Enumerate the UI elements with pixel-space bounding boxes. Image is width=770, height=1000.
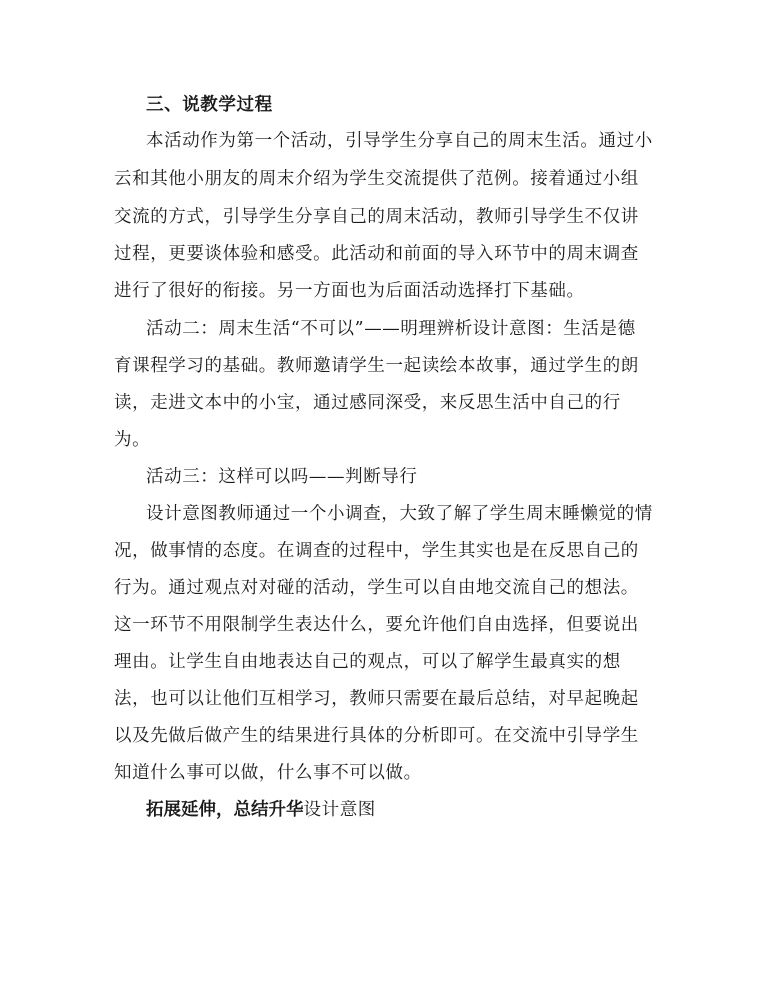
final-line-normal-text: 设计意图	[303, 800, 376, 820]
paragraph-line: 活动三：这样可以吗——判断导行	[146, 467, 418, 487]
paragraph-line: 知道什么事可以做，什么事不可以做。	[114, 763, 422, 783]
paragraph-line: 云和其他小朋友的周末介绍为学生交流提供了范例。接着通过小组	[114, 169, 639, 189]
paragraph-line: 交流的方式，引导学生分享自己的周末活动，教师引导学生不仅讲	[114, 207, 639, 227]
paragraph-line: 法，也可以让他们互相学习，教师只需要在最后总结，对早起晚起	[114, 689, 639, 709]
paragraph-line: 以及先做后做产生的结果进行具体的分析即可。在交流中引导学生	[114, 726, 639, 746]
paragraph-line: 本活动作为第一个活动，引导学生分享自己的周末生活。通过小	[146, 131, 653, 151]
paragraph-line: 况，做事情的态度。在调查的过程中，学生其实也是在反思自己的	[114, 541, 639, 561]
paragraph-line: 活动二：周末生活“不可以”——明理辨析设计意图：生活是德	[146, 319, 636, 339]
paragraph-line: 读，走进文本中的小宝，通过感同深受，来反思生活中自己的行	[114, 393, 621, 413]
paragraph-line: 这一环节不用限制学生表达什么，要允许他们自由选择，但要说出	[114, 615, 639, 635]
final-line	[146, 797, 376, 823]
paragraph-line: 理由。让学生自由地表达自己的观点，可以了解学生最真实的想	[114, 652, 621, 672]
section-heading: 三、说教学过程	[146, 95, 273, 115]
paragraph-line: 育课程学习的基础。教师邀请学生一起读绘本故事，通过学生的朗	[114, 356, 639, 376]
paragraph-line: 设计意图教师通过一个小调查，大致了解了学生周末睡懒觉的情	[146, 504, 653, 524]
paragraph-line: 过程，更要谈体验和感受。此活动和前面的导入环节中的周末调查	[114, 244, 639, 264]
paragraph-line: 为。	[114, 430, 151, 450]
paragraph-line: 进行了很好的衔接。另一方面也为后面活动选择打下基础。	[114, 281, 585, 301]
final-line-bold-text: 拓展延伸，总结升华	[146, 800, 304, 820]
paragraph-line: 行为。通过观点对对碰的活动，学生可以自由地交流自己的想法。	[114, 578, 639, 598]
